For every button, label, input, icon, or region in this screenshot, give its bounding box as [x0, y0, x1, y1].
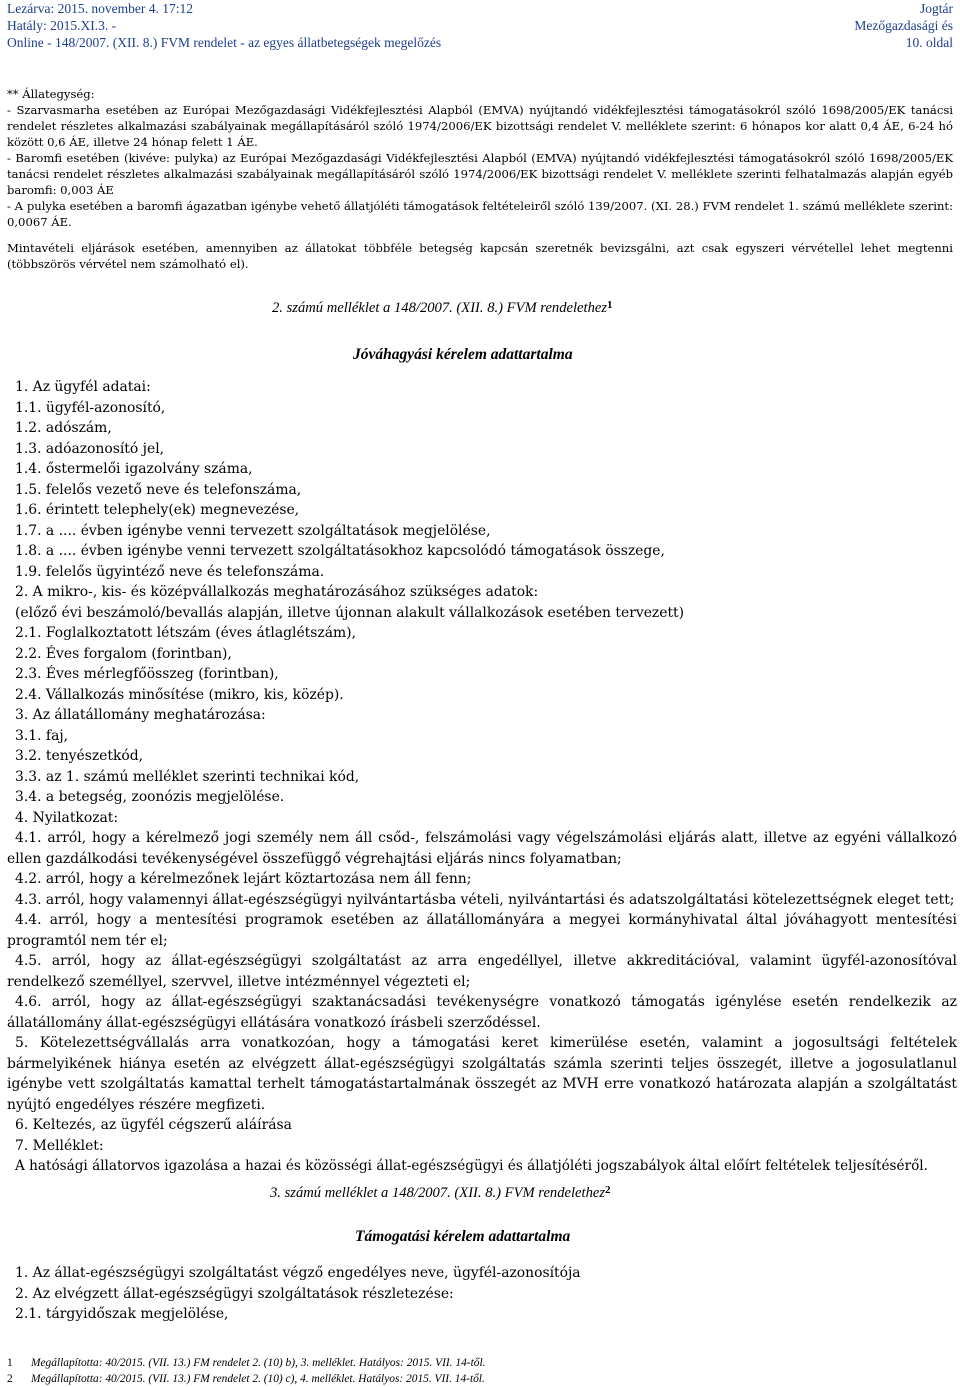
list-item: 1.2. adószám,	[15, 420, 112, 436]
list-item: 1.8. a .... évben igénybe venni tervezett szolgáltatásokhoz kapcsolódó támogatások összege,	[15, 543, 665, 559]
page-number: 10. oldal	[905, 35, 953, 50]
section-name: Mezőgazdasági és	[854, 18, 953, 33]
note-poultry: - Baromfi esetében (kivéve: pulyka) az Európai Mezőgazdasági Vidékfejlesztési Alapból (EMVA) nyújtandó vidékfejlesztési támogatásokról szóló 1698/2005/EK tanácsi rendelet részletes alkalmazási szabályainak megállapításáról szóló 1974/2006/EK bizottsági rendelet V. melléklete szerinti felhatalmazás alapján egyéb baromfi: 0,003 ÁE	[7, 151, 953, 197]
list-item: 1.3. adóazonosító jel,	[15, 440, 165, 457]
list-item: 2.4. Vállalkozás minősítése (mikro, kis, közép).	[15, 686, 344, 703]
livestock-unit-notes	[7, 86, 953, 272]
footnote-text: Megállapította: 40/2015. (VII. 13.) FM rendelet 2. (10) b), 3. melléklet. Hatályos: 2015. VII. 14-től.	[31, 1357, 486, 1369]
list-item: 2.3. Éves mérlegfőösszeg (forintban),	[15, 666, 279, 682]
annex3-subtitle: Támogatási kérelem adattartalma	[355, 1228, 571, 1245]
closed-date: Lezárva: 2015. november 4. 17:12	[7, 1, 193, 16]
declaration-item: 4.2. arról, hogy a kérelmezőnek lejárt köztartozása nem áll fenn;	[15, 871, 472, 887]
effective-date: Hatály: 2015.XI.3. -	[7, 18, 117, 33]
list-item: 3.1. faj,	[15, 727, 69, 744]
list-item: 2.1. Foglalkoztatott létszám (éves átlaglétszám),	[15, 625, 356, 641]
list-item: 3.4. a betegség, zoonózis megjelölése.	[15, 789, 285, 805]
list-item: 1.4. őstermelői igazolvány száma,	[15, 461, 253, 477]
list-item: 2. A mikro-, kis- és középvállalkozás meghatározásához szükséges adatok:	[15, 584, 539, 600]
list-item: 1.6. érintett telephely(ek) megnevezése,	[15, 502, 300, 518]
list-item: 2. Az elvégzett állat-egészségügyi szolgáltatások részletezése:	[15, 1285, 454, 1302]
list-item: 1.7. a .... évben igénybe venni tervezett szolgáltatások megjelölése,	[15, 522, 491, 539]
note-turkey: - A pulyka esetében a baromfi ágazatban igénybe vehető állatjóléti támogatások feltételeiről szóló 139/2007. (XI. 28.) FVM rendelet 1. számú melléklete szerint: 0,0067 ÁE.	[7, 199, 953, 229]
document-reference: Online - 148/2007. (XII. 8.) FVM rendelet - az egyes állatbetegségek megelőzés	[7, 35, 442, 50]
footnote-text: Megállapította: 40/2015. (VII. 13.) FM rendelet 2. (10) c), 4. melléklet. Hatályos: 2015. VII. 14-től.	[31, 1373, 485, 1385]
footnote-ref-1[interactable]: 1	[607, 299, 613, 311]
list-item: 6. Keltezés, az ügyfél cégszerű aláírása	[15, 1117, 292, 1133]
list-item: 3.2. tenyészetkód,	[15, 748, 144, 764]
list-item: 3.3. az 1. számú melléklet szerinti technikai kód,	[15, 768, 360, 785]
annex2-items	[7, 377, 957, 1177]
annex3-items	[7, 1263, 957, 1325]
declaration-item: 4.6. arról, hogy az állat-egészségügyi szaktanácsadási tevékenységre vonatkozó támogatás igénylése esetén rendelkezik az állatállomány állat-egészségügyi ellátására vonatkozó írásbeli szerződéssel.	[7, 994, 957, 1031]
annex-attachment-text: A hatósági állatorvos igazolása a hazai és közösségi állat-egészségügyi és állatjóléti jogszabályok által előírt feltételek teljesítéséről.	[15, 1158, 928, 1174]
list-item: 1. Az ügyfél adatai:	[15, 379, 151, 395]
annex2-subtitle: Jóváhagyási kérelem adattartalma	[353, 346, 573, 363]
list-item: 3. Az állatállomány meghatározása:	[15, 707, 266, 723]
note-sampling: Mintavételi eljárások esetében, amennyiben az állatokat többféle betegség kapcsán szeretnék bevizsgálni, azt csak egyszeri vérvétellel lehet megtenni (többszörös vérvétel nem számolható el).	[7, 241, 953, 271]
declaration-item: 4.5. arról, hogy az állat-egészségügyi szolgáltatást az arra engedéllyel, illetve akkreditációval, valamint ügyfél-azonosítóval rendelkező személlyel, szervvel, illetve intézménnyel végezteti el;	[7, 953, 957, 990]
annex2-title: 2. számú melléklet a 148/2007. (XII. 8.) FVM rendelethez$^1$	[272, 299, 613, 316]
list-item: 2.2. Éves forgalom (forintban),	[15, 645, 232, 662]
page-header-left	[7, 0, 647, 51]
publisher-name: Jogtár	[920, 1, 953, 16]
list-item: (előző évi beszámoló/bevallás alapján, illetve újonnan alakult vállalkozások esetében tervezett)	[15, 604, 685, 621]
list-item: 2.1. tárgyidőszak megjelölése,	[15, 1306, 229, 1322]
declaration-item: 4.1. arról, hogy a kérelmező jogi személy nem áll csőd-, felszámolási vagy végelszámolási eljárás alatt, illetve az egyéni vállalkozó ellen gazdálkodási tevékenységével összefüggő végrehajtási eljárás nincs folyamatban;	[7, 830, 957, 867]
footnotes	[7, 1355, 953, 1387]
footnote-number: 2	[7, 1373, 13, 1385]
list-item: 1.5. felelős vezető neve és telefonszáma,	[15, 481, 302, 498]
declaration-item: 4.3. arról, hogy valamennyi állat-egészségügyi nyilvántartásba vételi, nyilvántartási és adatszolgáltatási kötelezettségnek eleget tett;	[15, 891, 955, 908]
footnote-number: 1	[7, 1357, 13, 1369]
note-heading: ** Állategység:	[7, 87, 95, 101]
footnote-2	[7, 1371, 953, 1387]
list-item: 7. Melléklet:	[15, 1137, 104, 1154]
list-item: 1.9. felelős ügyintéző neve és telefonszáma.	[15, 563, 325, 580]
note-cattle: - Szarvasmarha esetében az Európai Mezőgazdasági Vidékfejlesztési Alapból (EMVA) nyújtandó vidékfejlesztési támogatásokról szóló 1698/2005/EK tanácsi rendelet részletes alkalmazási szabályainak megállapításáról szóló 1974/2006/EK bizottsági rendelet V. melléklete szerint: 6 hónapos kor alatt 0,4 ÁE, 6-24 hó között 0,6 ÁE, illetve 24 hónap felett 1 ÁE.	[7, 103, 953, 149]
declaration-item: 4.4. arról, hogy a mentesítési programok esetében az állatállományára a megyei kormányhivatal által jóváhagyott mentesítési programtól nem tér el;	[7, 912, 957, 949]
commitment-item: 5. Kötelezettségvállalás arra vonatkozóan, hogy a támogatási keret kimerülése esetén, valamint a jogosultsági feltételek bármelyikének hiánya esetén az elvégzett állat-egészségügyi szolgáltatás számla szerinti teljes összegét, illetve a jogosulatlanul igénybe vett szolgáltatás kamattal terhelt támogatástartalmának összegét az MVH erre vonatkozó határozata alapján a szolgáltatást nyújtó engedélyes részére megfizeti.	[7, 1035, 957, 1113]
list-item: 4. Nyilatkozat:	[15, 809, 119, 826]
footnote-ref-2[interactable]: 2	[605, 1184, 611, 1196]
annex3-title: 3. számú melléklet a 148/2007. (XII. 8.) FVM rendelethez$^2$	[270, 1184, 611, 1201]
list-item: 1.1. ügyfél-azonosító,	[15, 399, 166, 416]
list-item: 1. Az állat-egészségügyi szolgáltatást végző engedélyes neve, ügyfél-azonosítója	[15, 1265, 581, 1281]
page-header-right	[693, 0, 953, 51]
footnote-1	[7, 1355, 953, 1371]
